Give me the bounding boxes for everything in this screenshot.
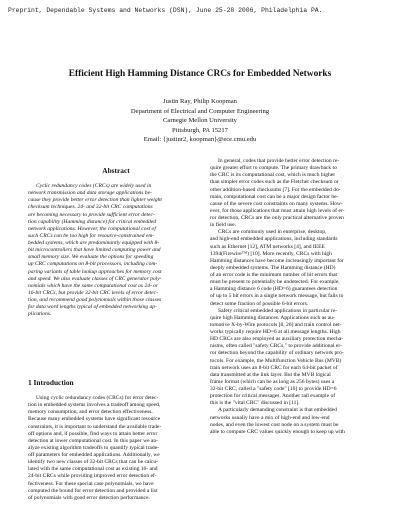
abstract-line: small memory size. We evaluate the options for speeding xyxy=(28,254,154,261)
body-line: the CRC is its computational cost, which is much higher xyxy=(210,172,336,179)
abstract-line: for data word lengths typical of embedded networking ap- xyxy=(28,304,157,311)
introduction-line: memory consumption, and error detection effectiveness. xyxy=(28,409,153,416)
body-line: HD CRCs are also employed as auxiliary protection mecha- xyxy=(210,336,344,343)
introduction-text xyxy=(28,395,204,502)
body-line: quire greater effort to compute. The primary drawback to xyxy=(210,165,337,172)
abstract-line: network transmission and data storage applications be- xyxy=(28,190,152,197)
body-line: such as Ethernet [12], ATM networks [4], and IEEE xyxy=(210,243,325,250)
body-line: networks usually have a mix of high-end and low-end xyxy=(210,414,330,421)
body-line: deeply embedded systems. The Hamming distance (HD) xyxy=(210,264,336,271)
author-department: Department of Electrical and Computer Engineering xyxy=(130,107,270,115)
body-line: In general, codes that provide better error detection re- xyxy=(218,158,340,164)
introduction-line: lated with the same computational cost as existing 16- and xyxy=(28,466,158,473)
body-line: 32-bit CRC, called a "safety code" [16] to provide HD=6 xyxy=(210,386,337,392)
introduction-line: computed the bound for error detection and provided a list xyxy=(28,487,158,494)
body-line: data transmitted at the link layer. But the MVB logical xyxy=(210,371,331,378)
body-line: cause of the severe cost constraints on many systems. How- xyxy=(210,200,343,207)
body-line: protection for critical messages. Another rail example of xyxy=(210,393,336,400)
author-names: Justin Ray, Philip Koopman xyxy=(163,98,237,105)
abstract-line: such CRCs can be too high for resource-constrained em- xyxy=(28,232,155,239)
abstract-line: and speed. We also evaluate classes of CRC generator poly- xyxy=(28,275,162,282)
introduction-line: Using cyclic redundancy codes (CRCs) for error detec- xyxy=(36,395,159,401)
abstract-line: are becoming necessary to provide sufficient error detec- xyxy=(28,211,155,218)
body-line: this is the "vital CRC" discussed in [11]. xyxy=(210,400,300,407)
body-line: than simpler error codes such as the Fletcher checksum or xyxy=(210,179,339,186)
abstract-line: tion capability (Hamming distance) for critical embedded xyxy=(28,218,157,225)
introduction-line: off parameters for embedded applications. Additionally, we xyxy=(28,452,160,458)
abstract-line: bedded systems, which are predominantly equipped with 8- xyxy=(28,240,160,246)
body-line: train network uses an 8-bit CRC for each 64-bit packet of xyxy=(210,364,338,371)
introduction-line: 24-bit CRCs while providing improved error detection ef- xyxy=(28,473,157,480)
introduction-line: fectiveness. For these special case polynomials, we have xyxy=(28,480,154,487)
body-line: Hamming distances have become increasingly important for xyxy=(210,257,344,264)
abstract-line: bit microcontrollers that have limited computing power and xyxy=(28,247,161,254)
body-line: quire high Hamming distances. Applications such as au- xyxy=(210,314,335,321)
body-line: ror detection, CRCs are the only practical alternative proven xyxy=(210,215,344,221)
paper-title: Efficient High Hamming Distance CRCs for Embedded Networks xyxy=(68,69,332,79)
introduction-line: detection at lower computational cost. In this paper we an- xyxy=(28,437,158,444)
body-line: frame format (which can be as long as 256 bytes) uses a xyxy=(210,378,335,385)
introduction-line: identify two new classes of 32-bit CRCs that can be calcu- xyxy=(28,459,159,466)
abstract-heading: Abstract xyxy=(102,166,130,175)
introduction-line: tion in embedded systems involves a tradeoff among speed, xyxy=(28,402,161,409)
abstract-line: network applications. However, the computational cost of xyxy=(28,225,156,232)
author-email: Email: {justinr2, koopman}@ece.cmu.edu xyxy=(143,136,257,144)
body-line: tocols. For example, the Multifunction Vehicle Bus (MVB) xyxy=(210,357,342,364)
body-line: of an error code is the minimum number of bit errors that xyxy=(210,272,338,278)
abstract-line: tion, and recommend good polynomials within those classes xyxy=(28,297,162,303)
abstract-line: 16-bit CRCs, but provide 32-bit CRC levels of error detec- xyxy=(28,289,158,296)
body-line: nodes, and even the lowest cost node on a system must be xyxy=(210,421,339,428)
abstract-line: cause they provide better error detection than lighter weight xyxy=(28,197,162,204)
abstract-line: plications. xyxy=(28,311,52,318)
body-line: a Hamming distance 6 code (HD=6) guarantees detection xyxy=(210,286,338,293)
body-line: 1394(Firewire™) [10]. More recently, CRCs with high xyxy=(210,250,332,257)
abstract-line: checksum techniques. 24- and 32-bit CRC computations xyxy=(28,204,153,211)
abstract-text xyxy=(28,183,204,318)
preprint-header: Preprint, Dependable Systems and Networks (DSN), June 25-28 2006, Philadelphia PA. xyxy=(8,7,323,14)
body-line: ever, for those applications that must attain high levels of er- xyxy=(210,207,345,214)
right-column-text xyxy=(210,158,386,436)
body-line: nisms, often called "safety CRCs," to provide additional er- xyxy=(210,343,342,350)
abstract-line: nomials which have the same computational cost as 24- or xyxy=(28,282,159,289)
introduction-line: constraints, it is important to understand the available trade- xyxy=(28,423,162,430)
introduction-line: alyze existing algorithm tradeoffs to quantify typical trade- xyxy=(28,444,159,451)
abstract-line: up CRC computations on 8-bit processors, including com- xyxy=(28,261,158,268)
body-line: must be present to potentially be undetected. For example, xyxy=(210,279,340,286)
introduction-line: off options and, if possible, find ways to attain better error xyxy=(28,430,158,437)
body-line: tomotive X-by-Wire protocols [8, 26] and train control net- xyxy=(210,321,342,328)
body-line: main, computational cost can be a major design factor be- xyxy=(210,193,339,200)
body-line: Safety critical embedded applications in particular re- xyxy=(218,307,338,314)
body-line: detect some fraction of possible 6-bit errors. xyxy=(210,300,309,307)
body-line: and high-end embedded applications, including standards xyxy=(210,236,338,243)
body-line: other addition-based checksums [7]. For the embedded do- xyxy=(210,186,341,193)
author-block xyxy=(0,97,400,145)
author-university: Carnegie Mellon University xyxy=(163,117,237,125)
author-city: Pittsburgh, PA 15217 xyxy=(172,126,228,134)
body-line: able to compute CRC values quickly enough to keep up with xyxy=(210,428,345,435)
abstract-line: paring variants of table lookup approaches for memory cost xyxy=(28,268,162,275)
body-line: CRCs are commonly used in enterprise, desktop, xyxy=(218,229,327,236)
abstract-line: Cyclic redundancy codes (CRCs) are widely used in xyxy=(36,183,152,189)
body-line: in field use. xyxy=(210,222,237,229)
body-line: works typically require HD=6 at all message lengths. High xyxy=(210,329,341,335)
body-line: ror detection beyond the capability of ordinary network pro- xyxy=(210,350,344,357)
introduction-line: of polynomials with good error detection performance. xyxy=(28,494,150,501)
body-line: of up to 5 bit errors in a single network message, but fails to xyxy=(210,293,344,300)
introduction-line: Because many embedded systems have significant resource xyxy=(28,416,161,423)
body-line: A particularly demanding constraint is that embedded xyxy=(218,407,337,414)
introduction-heading: 1 Introduction xyxy=(28,378,74,387)
